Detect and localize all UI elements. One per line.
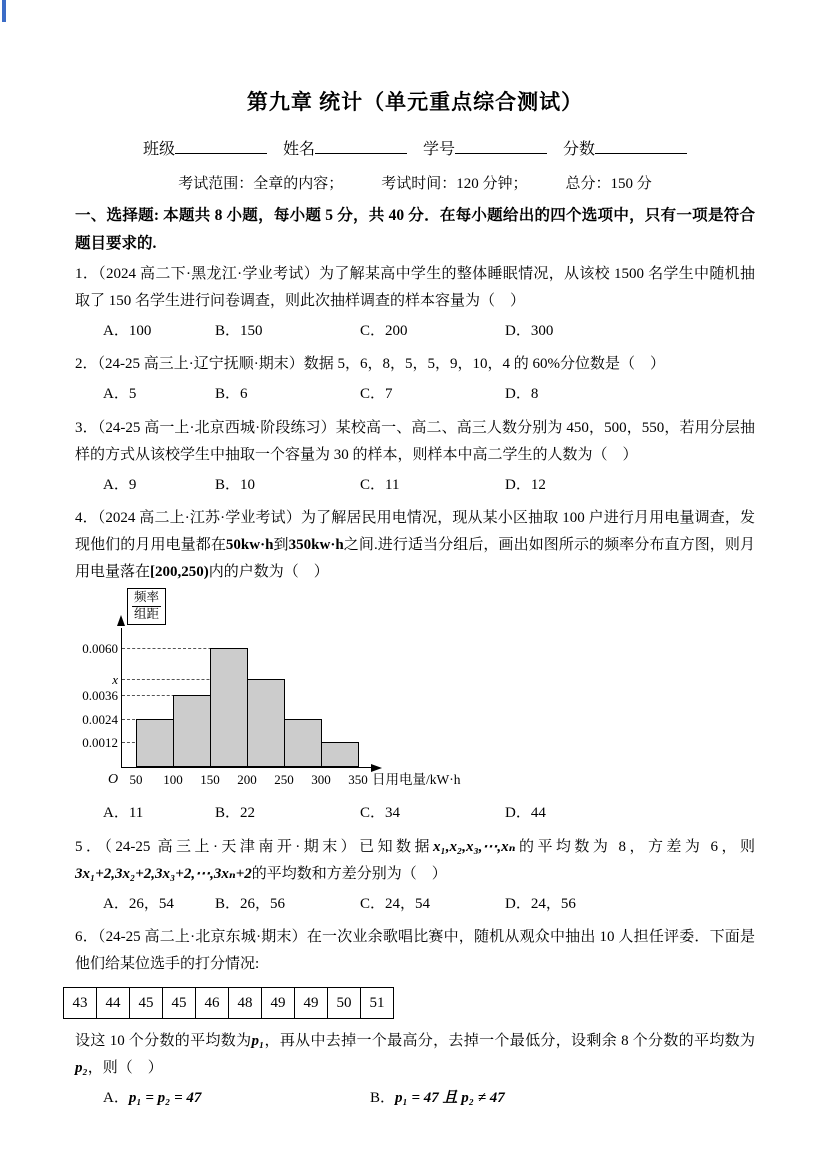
question-6-text: 6．（24-25 高二上·北京东城·期末）在一次业余歌唱比赛中，随机从观众中抽出 10 人担任评委．下面是他们给某位选手的打分情况: — [75, 929, 755, 973]
y-tick-label: 0.0012 — [82, 735, 118, 751]
question-4-option-d: D．44 — [505, 805, 546, 822]
question-3-option-b: B．10 — [215, 476, 256, 493]
question-6 — [72, 924, 755, 1115]
question-2-option-c: C．7 — [360, 386, 393, 403]
page-corner-mark — [2, 0, 6, 22]
name-blank — [315, 137, 407, 154]
question-5-options — [75, 889, 755, 921]
frequency-histogram — [82, 590, 755, 788]
question-2-text: 2．（24-25 高三上·辽宁抚顺·期末）数据 5，6，8，5，5，9，10，4 的 60%分位数是（ ） — [75, 356, 665, 373]
question-6-text-2c: ，则（ ） — [87, 1060, 163, 1077]
page-title: 第九章 统计（单元重点综合测试） — [246, 90, 584, 114]
field-score — [563, 136, 687, 159]
question-1-options — [75, 316, 755, 348]
section-heading: 一、选择题: 本题共 8 小题，每小题 5 分，共 40 分．在每小题给出的四个选项中，只有一项是符合题目要求的. — [75, 207, 755, 252]
question-5-text-3: 的平均数和方差分别为（ ） — [251, 865, 447, 882]
question-3-option-a: A．9 — [103, 476, 137, 493]
question-6-option-b — [370, 1083, 755, 1115]
question-1-option-a: A．100 — [103, 322, 152, 339]
question-3-option-c: C．11 — [360, 476, 400, 493]
question-4-bold-1: 50kw·h — [225, 537, 274, 554]
question-6-option-b-label: B． — [370, 1090, 396, 1107]
question-5-text-2: 的平均数为 8，方差为 6，则 — [515, 838, 755, 855]
y-axis-arrow-icon — [117, 615, 125, 626]
origin-label: O — [108, 772, 119, 788]
question-6-option-a-math: p₁ = p₂ = 47 — [128, 1090, 202, 1107]
question-6-math-p1: p₁ — [251, 1033, 265, 1050]
question-2 — [75, 351, 755, 411]
exam-info-line — [75, 172, 755, 193]
question-1-option-b: B．150 — [215, 322, 263, 339]
histogram-bar — [284, 719, 322, 767]
question-4-option-c: C．34 — [360, 805, 401, 822]
score-cell: 51 — [361, 988, 394, 1019]
class-blank — [175, 137, 267, 154]
field-student-id — [423, 136, 547, 159]
question-4-text-3: 之间.进行适当分组后，画出如图所示的频率分布直方图，则月用电量落在 — [75, 537, 755, 581]
y-axis-label-denominator: 组距 — [134, 606, 160, 621]
question-6-option-a-label: A． — [103, 1090, 129, 1107]
question-5-math-2: 3x₁+2,3x₂+2,3x₃+2,⋯,3xₙ+2 — [75, 865, 252, 882]
student-id-blank — [455, 137, 547, 154]
y-axis-label-numerator: 频率 — [132, 590, 161, 607]
histogram-bar — [247, 679, 285, 767]
question-5-text — [75, 834, 755, 888]
score-cell: 45 — [130, 988, 163, 1019]
question-5-option-c: C．24，54 — [360, 895, 431, 912]
class-label: 班级 — [142, 141, 175, 158]
question-3-options — [75, 470, 755, 502]
question-3-option-d: D．12 — [505, 476, 546, 493]
score-label: 分数 — [563, 141, 596, 158]
score-cell: 50 — [328, 988, 361, 1019]
question-4-text-4: 内的户数为（ ） — [208, 564, 329, 581]
question-6-text-2 — [75, 1028, 755, 1082]
x-tick-label: 200 — [237, 772, 257, 788]
y-tick-label: 0.0024 — [82, 712, 118, 728]
question-4 — [75, 505, 755, 830]
histogram-bar — [321, 742, 359, 767]
question-2-options — [75, 379, 755, 411]
question-5 — [75, 834, 755, 921]
question-1-text: 1．（2024 高二下·黑龙江·学业考试）为了解某高中学生的整体睡眠情况，从该校 1500 名学生中随机抽取了 150 名学生进行问卷调查，则此次抽样调查的样本容量为（ ） — [75, 265, 755, 309]
score-blank — [595, 137, 687, 154]
student-info-line — [75, 136, 755, 159]
score-cell: 49 — [295, 988, 328, 1019]
y-tick-label: 0.0036 — [82, 688, 118, 704]
question-6-options — [75, 1083, 755, 1115]
score-cell: 46 — [196, 988, 229, 1019]
x-tick-label: 250 — [274, 772, 294, 788]
question-6-option-a — [103, 1083, 370, 1115]
y-tick-label: x — [112, 672, 118, 688]
score-cell: 48 — [229, 988, 262, 1019]
scores-table-row — [64, 988, 394, 1019]
score-cell: 49 — [262, 988, 295, 1019]
question-3-text: 3．（24-25 高一上·北京西城·阶段练习）某校高一、高二、高三人数分别为 450，500，550，若用分层抽样的方式从该校学生中抽取一个容量为 30 的样本，则样本中高二学生的人数为（ ） — [75, 419, 755, 463]
student-id-label: 学号 — [423, 141, 456, 158]
name-label: 姓名 — [282, 141, 315, 158]
histogram-bar — [173, 695, 211, 767]
field-name — [283, 136, 407, 159]
question-3 — [75, 415, 755, 502]
question-6-option-b-math: p₁ = 47 且 p₂ ≠ 47 — [395, 1090, 505, 1107]
score-cell: 44 — [97, 988, 130, 1019]
question-1 — [75, 261, 755, 348]
question-2-option-b: B．6 — [215, 386, 248, 403]
x-tick-label: 150 — [200, 772, 220, 788]
question-4-options — [75, 798, 755, 830]
x-tick-label: 50 — [129, 772, 143, 788]
field-class — [143, 136, 267, 159]
y-axis-label — [127, 588, 166, 624]
score-cell: 43 — [64, 988, 97, 1019]
histogram-bar — [210, 648, 248, 767]
exam-duration: 考试时间：120 分钟； — [381, 176, 528, 192]
question-4-text — [75, 505, 755, 586]
exam-scope: 考试范围：全章的内容； — [178, 176, 344, 192]
question-4-bold-2: 350kw·h — [288, 537, 344, 554]
question-1-option-c: C．200 — [360, 322, 408, 339]
question-5-option-a: A．26，54 — [103, 895, 174, 912]
question-4-text-2: 到 — [273, 537, 289, 554]
y-tick-label: 0.0060 — [82, 641, 118, 657]
score-cell: 45 — [163, 988, 196, 1019]
question-4-bold-3: [200,250) — [150, 564, 209, 581]
question-1-option-d: D．300 — [505, 322, 554, 339]
question-4-option-a: A．11 — [103, 805, 144, 822]
question-5-math-1: x₁,x₂,x₃,⋯,xₙ — [432, 838, 516, 855]
question-6-text-2a: 设这 10 个分数的平均数为 — [75, 1033, 252, 1050]
question-6-text-2b: ，再从中去掉一个最高分，去掉一个最低分，设剩余 8 个分数的平均数为 — [264, 1033, 755, 1050]
x-tick-label: 350 — [348, 772, 368, 788]
question-6-math-p2: p₂ — [75, 1060, 88, 1077]
x-tick-label: 300 — [311, 772, 331, 788]
x-tick-label: 100 — [163, 772, 183, 788]
histogram-plot — [82, 590, 461, 788]
x-axis-label: 日用电量/kW·h — [372, 772, 461, 788]
question-4-option-b: B．22 — [215, 805, 256, 822]
histogram-bar — [136, 719, 174, 767]
question-4-text-1: 4．（2024 高二上·江苏·学业考试）为了解居民用电情况，现从某小区抽取 100 户进行月用电量调查，发现他们的月用电量都在 — [75, 510, 755, 554]
question-2-option-d: D．8 — [505, 386, 539, 403]
question-5-option-b: B．26，56 — [215, 895, 286, 912]
scores-table — [63, 987, 394, 1019]
question-5-option-d: D．24，56 — [505, 895, 576, 912]
question-2-option-a: A．5 — [103, 386, 137, 403]
question-5-text-1: 5．（24-25 高三上·天津南开·期末）已知数据 — [75, 838, 433, 855]
exam-total-score: 总分：150 分 — [565, 176, 652, 192]
